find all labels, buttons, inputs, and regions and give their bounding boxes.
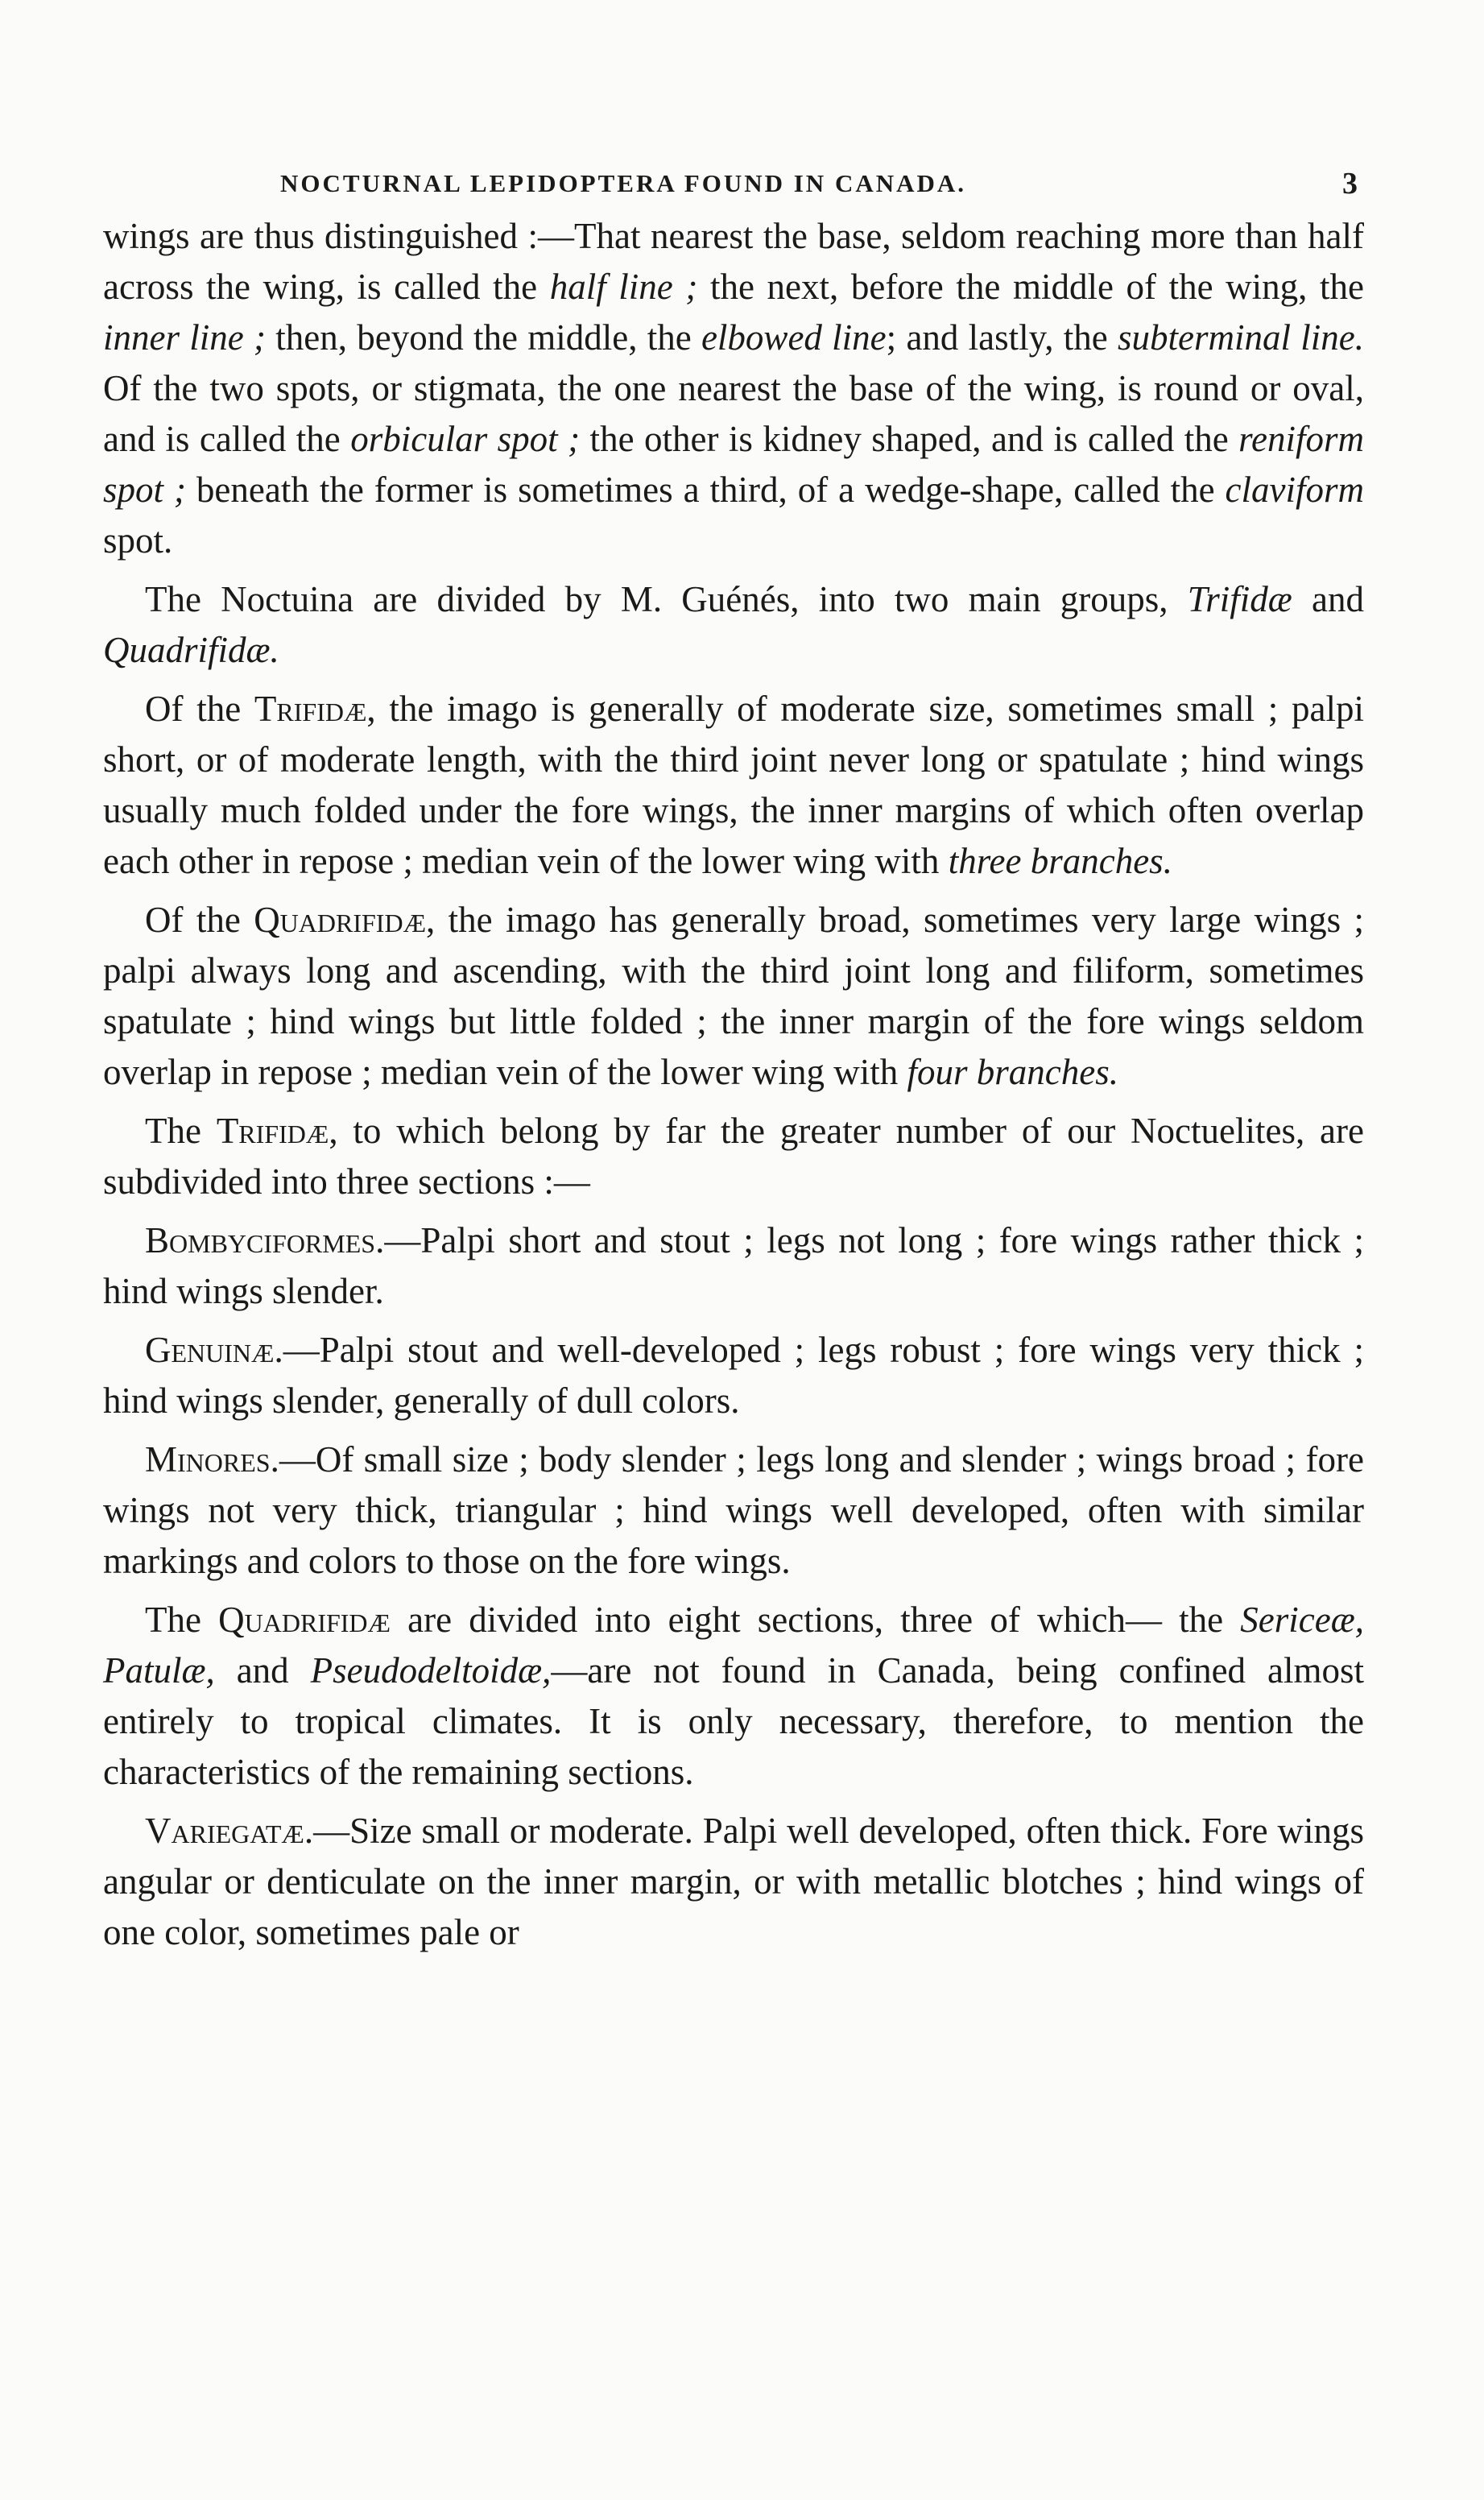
term-sericeae-patulae: Sericeæ, Patulæ, [103,1600,1364,1691]
term-claviform: claviform [1225,470,1364,510]
paragraph-main-groups [103,574,1364,676]
smallcaps-trifidae: Trifidæ [254,689,367,729]
text-run: ; and lastly, the [886,317,1118,358]
term-four-branches: four branches. [907,1052,1118,1092]
text-run: The [145,1111,217,1151]
paragraph-minores [103,1434,1364,1587]
term-orbicular-spot: orbicular spot ; [350,419,581,459]
paragraph-genuinae [103,1325,1364,1426]
running-head [103,161,1364,203]
smallcaps-genuinae: Genuinæ [145,1330,275,1370]
text-run: , the imago has generally broad, sometimes very large wings ; palpi always long and ascending, with the third joint long and filiform, sometimes spatulate ; hind wings but little folded ; the inner margin of the fore wings seldom overlap in repose ; median vein of the lower wing with [103,900,1364,1092]
text-run: , to which belong by far the greater number of our Noctuelites, are subdivided into three sections :— [103,1111,1364,1202]
text-run: .—Of small size ; body slender ; legs long and slender ; wings broad ; fore wings not very thick, triangular ; hind wings well developed, often with similar markings and colors to those on the fore wings. [103,1439,1364,1581]
text-run: are divided into eight sections, three of which— the [391,1600,1241,1640]
text-run: Of the two spots, or stigmata, the one nearest the base of the wing, is round or oval, and is called the [103,368,1364,459]
text-run: Of the [145,900,254,940]
text-run: the other is kidney shaped, and is called the [580,419,1239,459]
paragraph-variegatae [103,1806,1364,1958]
text-run: The [145,1600,219,1640]
term-reniform-spot: reniform spot ; [103,419,1364,510]
smallcaps-minores: Minores [145,1439,271,1480]
term-subterminal-line: subterminal line. [1118,317,1364,358]
text-run: and [214,1650,311,1691]
text-run: .—Size small or moderate. Palpi well developed, often thick. Fore wings angular or denticulate on the inner margin, or with metallic blotches ; hind wings of one color, sometimes pale or [103,1811,1364,1952]
paragraph-trifidae [103,684,1364,887]
body-text [103,211,1364,1958]
term-inner-line: inner line ; [103,317,266,358]
paragraph-wing-lines [103,211,1364,566]
book-page [103,161,1364,1966]
text-run: , the imago is generally of moderate size, sometimes small ; palpi short, or of moderate length, with the third joint never long or spatulate ; hind wings usually much folded under the fore wings, the inner margins of which often overlap each other in repose ; median vein of the lower wing with [103,689,1365,881]
paragraph-quadrifidae-sections [103,1595,1364,1798]
text-run: Of the [145,689,254,729]
text-run: then, beyond the middle, the [265,317,701,358]
smallcaps-quadrifidae: Quadrifidæ [218,1600,391,1640]
term-three-branches: three branches. [948,841,1172,881]
smallcaps-trifidae: Trifidæ [216,1111,329,1151]
term-half-line: half line ; [549,267,698,307]
text-run: .—Palpi short and stout ; legs not long ; fore wings rather thick ; hind wings slender. [103,1220,1364,1311]
term-trifidae: Trifidæ [1187,579,1292,619]
text-run: and [1292,579,1364,619]
term-elbowed-line: elbowed line [701,317,887,358]
running-title: NOCTURNAL LEPIDOPTERA FOUND IN CANADA. [280,169,967,197]
text-run: .—Palpi stout and well-developed ; legs robust ; fore wings very thick ; hind wings slender, generally of dull colors. [103,1330,1364,1421]
smallcaps-quadrifidae: Quadrifidæ [254,900,427,940]
smallcaps-variegatae: Variegatæ [145,1811,304,1851]
text-run: the next, before the middle of the wing, the [697,267,1364,307]
paragraph-quadrifidae [103,895,1364,1098]
term-quadrifidae: Quadrifidæ. [103,630,279,670]
smallcaps-bombyciformes: Bombyciformes [145,1220,376,1260]
text-run: —are not found in Canada, being confined almost entirely to tropical climates. It is only necessary, therefore, to mention the characteristics of the remaining sections. [103,1650,1364,1792]
paragraph-trifidae-sections [103,1106,1364,1207]
page-number: 3 [1342,167,1358,201]
text-run: beneath the former is sometimes a third, of a wedge-shape, called the [185,470,1226,510]
term-pseudodeltoidae: Pseudodeltoidæ, [310,1650,552,1691]
text-run: wings are thus distinguished :—That nearest the base, seldom reaching more than half across the wing, is called the [103,216,1364,307]
paragraph-bombyciformes [103,1215,1364,1317]
text-run: spot. [103,520,173,561]
text-run: The Noctuina are divided by M. Guénés, into two main groups, [145,579,1188,619]
